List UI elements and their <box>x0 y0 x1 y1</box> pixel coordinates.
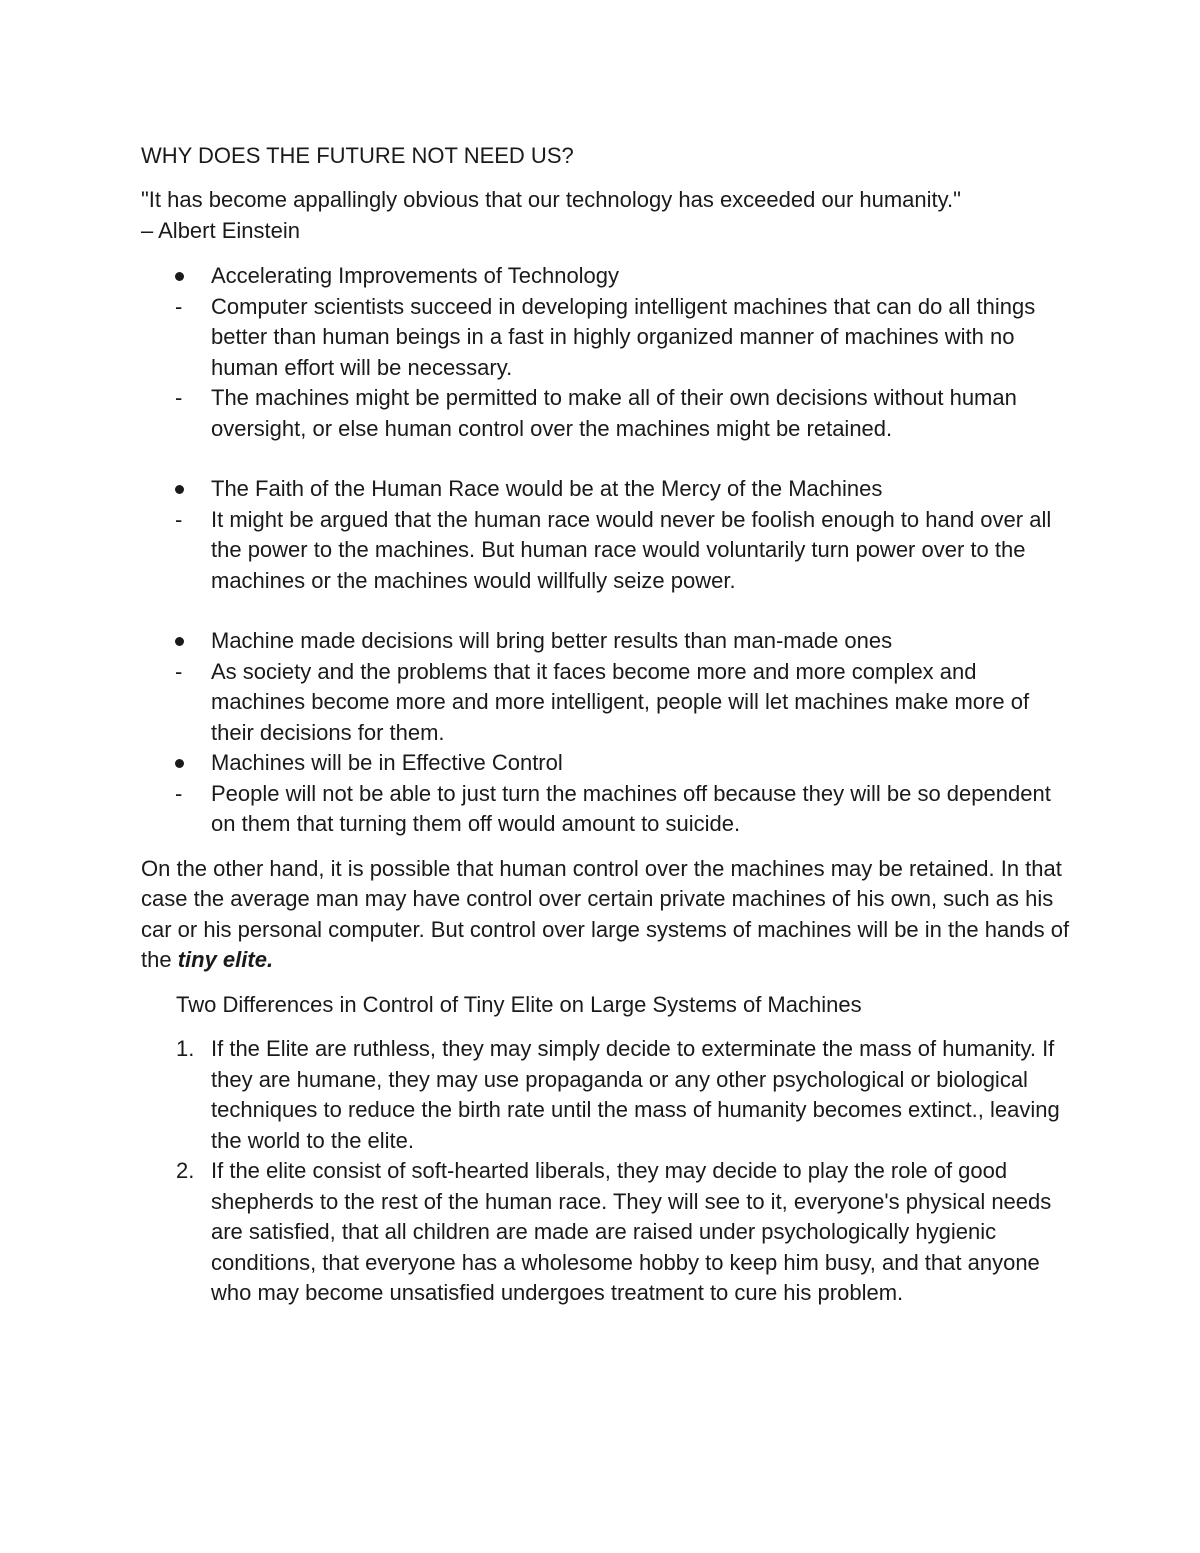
document-title: WHY DOES THE FUTURE NOT NEED US? <box>141 143 574 168</box>
section-machine-made-decisions <box>141 626 1071 748</box>
quote-text: "It has become appallingly obvious that our technology has exceeded our humanity." <box>141 187 961 212</box>
bullet-text: Accelerating Improvements of Technology <box>211 263 620 288</box>
bullet-dot-icon <box>175 759 184 768</box>
paragraph-text: On the other hand, it is possible that human control over the machines may be retained. In that case the average man may have control over certain private machines of his own, such as his car or his personal computer. But control over large systems of machines will be in the hands of the <box>141 855 1070 972</box>
numbered-list <box>141 1034 1071 1309</box>
dash-text: As society and the problems that it faces become more and more complex and machines become more and more intelligent, people will let machines make more of their decisions for them. <box>211 658 1030 745</box>
dash-text: It might be argued that the human race would never be foolish enough to hand over all the power to the machines. But human race would voluntarily turn power over to the machines or the machines would willfully seize power. <box>211 506 1052 593</box>
bullet-dot-icon <box>175 485 184 494</box>
dash-marker: - <box>175 780 183 806</box>
dash-marker: - <box>175 506 183 532</box>
quote-author: – Albert Einstein <box>141 217 300 243</box>
bullet-item <box>141 626 1071 657</box>
dash-marker: - <box>175 293 183 319</box>
item-text: If the elite consist of soft-hearted liberals, they may decide to play the role of good shepherds to the rest of the human race. They will see to it, everyone's physical needs are satisfied, that all children are made are raised under psychologically hygienic conditions, that everyone has a wholesome hobby to keep him busy, and that anyone who may become unsatisfied undergoes treatment to cure his problem. <box>211 1158 1052 1305</box>
document-page <box>141 141 1071 1309</box>
bullet-item <box>141 748 1071 779</box>
subheading: Two Differences in Control of Tiny Elite on Large Systems of Machines <box>176 991 862 1017</box>
bullet-text: Machines will be in Effective Control <box>211 750 563 775</box>
bullet-item <box>141 474 1071 505</box>
item-number: 2. <box>176 1158 195 1183</box>
dash-marker: - <box>175 385 183 410</box>
dash-text: Computer scientists succeed in developing intelligent machines that can do all things better than human beings in a fast in highly organized manner of machines with no human effort will be necessary. <box>211 293 1036 380</box>
bullet-item <box>141 261 1071 292</box>
bullet-text: Machine made decisions will bring better results than man-made ones <box>211 628 893 653</box>
dash-item <box>141 383 1071 444</box>
body-paragraph <box>141 854 1071 976</box>
numbered-item <box>141 1156 1071 1309</box>
bullet-dot-icon <box>175 272 184 281</box>
item-number: 1. <box>176 1036 195 1061</box>
bullet-text: The Faith of the Human Race would be at the Mercy of the Machines <box>211 476 883 501</box>
dash-item <box>141 292 1071 384</box>
item-text: If the Elite are ruthless, they may simply decide to exterminate the mass of humanity. If they are humane, they may use propaganda or any other psychological or biological techniques to reduce the birth rate until the mass of humanity becomes extinct., leaving the world to the elite. <box>211 1036 1060 1153</box>
dash-marker: - <box>175 658 183 684</box>
dash-item <box>141 657 1071 749</box>
section-effective-control <box>141 748 1071 840</box>
section-faith-of-human-race <box>141 474 1071 596</box>
dash-text: The machines might be permitted to make all of their own decisions without human oversight, or else human control over the machines might be retained. <box>211 385 1017 441</box>
bullet-dot-icon <box>175 637 184 646</box>
section-accelerating-improvements <box>141 261 1071 444</box>
dash-text: People will not be able to just turn the machines off because they will be so dependent on them that turning them off would amount to suicide. <box>211 780 1051 836</box>
dash-item <box>141 779 1071 840</box>
numbered-item <box>141 1034 1071 1156</box>
einstein-quote <box>141 185 1071 246</box>
dash-item <box>141 505 1071 597</box>
paragraph-emphasis: tiny elite. <box>177 947 274 972</box>
